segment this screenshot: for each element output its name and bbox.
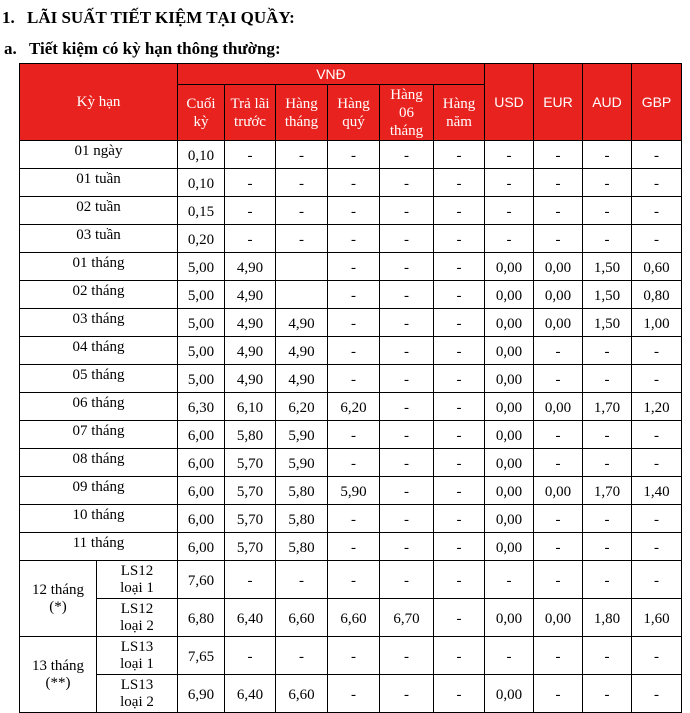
rate-cell: - [328,197,380,225]
rate-cell: 0,15 [178,197,225,225]
rate-cell: 0,00 [485,675,534,713]
header-vnd-col-label: Hàng 06 tháng [389,86,424,139]
rate-cell: 5,70 [225,477,276,505]
rate-cell: - [225,197,276,225]
rate-cell: - [534,421,583,449]
rate-cell: - [534,449,583,477]
rate-cell: - [380,281,434,309]
header-vnd-col [380,85,434,141]
rate-cell: - [380,561,434,599]
rate-cell: 6,00 [178,533,225,561]
rate-cell: - [380,225,434,253]
rate-cell: 7,65 [178,637,225,675]
rate-cell: 6,40 [225,675,276,713]
rate-cell: - [583,225,632,253]
rate-cell: - [583,141,632,169]
rate-cell: 5,70 [225,533,276,561]
rate-cell: 0,00 [485,449,534,477]
rate-cell: 0,00 [534,393,583,421]
term-group-note: (**) [45,674,71,691]
rate-cell: - [434,253,485,281]
rate-cell: 4,90 [225,253,276,281]
rate-cell: - [276,197,328,225]
rate-cell: - [328,449,380,477]
rate-cell [276,281,328,309]
rate-cell: 1,50 [583,309,632,337]
rate-cell: - [632,337,682,365]
rate-cell: 5,00 [178,309,225,337]
rate-cell: 0,00 [534,599,583,637]
rate-cell: - [534,505,583,533]
rate-cell: - [534,225,583,253]
rate-cell: 6,60 [276,675,328,713]
rate-cell: 1,50 [583,253,632,281]
rate-cell: 0,20 [178,225,225,253]
rate-cell: 5,80 [225,421,276,449]
table-row [20,225,682,253]
rate-cell: 5,90 [328,477,380,505]
rate-cell: - [328,253,380,281]
rate-cell: - [225,169,276,197]
table-row [20,675,682,713]
rate-cell: 5,90 [276,421,328,449]
term-group-label [20,637,97,713]
rate-cell: - [434,599,485,637]
rate-cell: - [632,225,682,253]
sub-type-label: LS12 loại 1 [97,561,178,599]
rate-cell: - [434,561,485,599]
sub-type-label: LS13 loại 2 [97,675,178,713]
rate-cell: - [380,533,434,561]
rate-cell: 0,00 [485,337,534,365]
rate-cell: - [534,169,583,197]
rate-cell: - [632,197,682,225]
rate-cell: - [380,637,434,675]
rate-cell: - [434,197,485,225]
rate-cell: - [276,141,328,169]
rate-cell: - [380,421,434,449]
subsection-number: a. [4,39,17,58]
rate-cell: - [328,281,380,309]
rate-cell: - [380,309,434,337]
rate-cell: - [434,141,485,169]
table-row [20,505,682,533]
rate-cell: 1,70 [583,477,632,505]
rate-cell: - [328,365,380,393]
rate-cell: - [225,561,276,599]
rate-cell: - [534,197,583,225]
header-gbp: GBP [632,64,682,141]
rate-cell: - [276,225,328,253]
rate-cell: 6,00 [178,505,225,533]
rate-cell: 6,10 [225,393,276,421]
rate-cell: 6,20 [328,393,380,421]
table-row [20,197,682,225]
rate-cell: - [534,675,583,713]
rate-cell: 0,00 [485,421,534,449]
rate-cell: 6,00 [178,477,225,505]
rate-cell: 6,70 [380,599,434,637]
header-vnd-col [434,85,485,141]
rate-cell: - [632,561,682,599]
header-usd: USD [485,64,534,141]
rate-cell: - [485,561,534,599]
rate-cell: - [434,477,485,505]
rate-cell: 1,00 [632,309,682,337]
table-row [20,599,682,637]
rate-cell [276,253,328,281]
rate-cell: - [434,337,485,365]
header-vnd-col [225,85,276,141]
rate-cell: 6,90 [178,675,225,713]
table-row [20,561,682,599]
interest-rate-table [19,63,682,713]
rate-cell: 4,90 [276,337,328,365]
rate-cell: - [328,637,380,675]
section-title: LÃI SUẤT TIẾT KIỆM TẠI QUẦY: [27,8,295,27]
rate-cell: - [534,141,583,169]
rate-cell: - [632,449,682,477]
rate-cell: - [583,337,632,365]
rate-cell: 0,00 [485,365,534,393]
term-group-name: 12 tháng [31,581,85,598]
header-vnd-col-label: Hàng năm [442,95,476,130]
rate-cell: 4,90 [225,309,276,337]
rate-cell: 1,60 [632,599,682,637]
rate-cell: - [380,505,434,533]
header-vnd-group: VNĐ [178,64,485,85]
term-label: 01 ngày [20,141,178,169]
rate-cell: - [583,365,632,393]
header-vnd-col [328,85,380,141]
rate-cell: 5,90 [276,449,328,477]
rate-cell: - [380,393,434,421]
rate-cell: 7,60 [178,561,225,599]
table-row [20,253,682,281]
term-label: 02 tháng [20,281,178,309]
rate-cell: - [434,533,485,561]
table-row [20,141,682,169]
table-row [20,449,682,477]
rate-cell: 6,60 [328,599,380,637]
rate-cell: 6,30 [178,393,225,421]
term-label: 08 tháng [20,449,178,477]
rate-cell: - [328,309,380,337]
rate-cell: - [328,337,380,365]
rate-cell: 0,00 [534,309,583,337]
rate-cell: - [328,169,380,197]
rate-cell: - [434,449,485,477]
table-row [20,337,682,365]
rate-cell: 0,00 [485,253,534,281]
rate-cell: 1,70 [583,393,632,421]
rate-cell: 1,40 [632,477,682,505]
rate-cell: - [534,533,583,561]
rate-cell: 0,00 [485,533,534,561]
rate-cell: 0,00 [485,309,534,337]
table-row [20,533,682,561]
rate-cell: - [328,141,380,169]
table-row [20,281,682,309]
rate-cell: - [583,169,632,197]
rate-cell: 5,00 [178,253,225,281]
rate-cell: - [380,477,434,505]
rate-cell: 5,70 [225,449,276,477]
rate-cell: - [485,141,534,169]
term-group-label [20,561,97,637]
term-label: 11 tháng [20,533,178,561]
rate-cell: - [434,675,485,713]
rate-cell: - [434,505,485,533]
rate-cell: 0,10 [178,141,225,169]
rate-cell: - [534,365,583,393]
term-label: 05 tháng [20,365,178,393]
rate-cell: - [485,225,534,253]
rate-cell: - [583,561,632,599]
rate-cell: - [434,225,485,253]
rate-cell: 6,60 [276,599,328,637]
term-label: 04 tháng [20,337,178,365]
rate-cell: - [328,533,380,561]
rate-cell: - [276,637,328,675]
rate-cell: 5,00 [178,281,225,309]
header-vnd-col-label: Hàng tháng [284,95,319,130]
header-eur: EUR [534,64,583,141]
rate-cell: - [328,675,380,713]
rate-cell: 0,10 [178,169,225,197]
rate-cell: - [328,561,380,599]
rate-cell: - [632,637,682,675]
rate-cell: - [534,637,583,675]
term-label: 02 tuần [20,197,178,225]
rate-cell: 0,00 [534,281,583,309]
rate-cell: - [380,197,434,225]
rate-cell: - [583,533,632,561]
rate-cell: - [276,561,328,599]
header-vnd-col-label: Cuối kỳ [186,95,216,130]
rate-cell: 5,80 [276,477,328,505]
table-row [20,309,682,337]
header-vnd-col [276,85,328,141]
section-number: 1. [2,8,15,27]
header-vnd-col [178,85,225,141]
rate-cell: - [434,365,485,393]
rate-cell: 4,90 [225,365,276,393]
rate-cell: 5,70 [225,505,276,533]
rate-cell: 0,60 [632,253,682,281]
rate-cell: - [434,169,485,197]
rate-cell: 6,40 [225,599,276,637]
rate-cell: 0,00 [534,253,583,281]
header-vnd-col-label: Hàng quý [337,95,370,130]
rate-cell: 0,00 [485,505,534,533]
rate-cell: 0,00 [485,599,534,637]
rate-cell: 6,00 [178,449,225,477]
rate-cell: - [380,449,434,477]
rate-cell: - [583,637,632,675]
rate-cell: - [583,449,632,477]
rate-cell: - [380,141,434,169]
rate-cell: - [534,561,583,599]
rate-cell: - [632,141,682,169]
rate-cell: 0,00 [534,477,583,505]
rate-cell: 5,00 [178,365,225,393]
rate-cell: - [380,365,434,393]
rate-cell: 4,90 [225,281,276,309]
rate-cell: 6,20 [276,393,328,421]
rate-cell: - [328,421,380,449]
sub-type-label: LS12 loại 2 [97,599,178,637]
rate-cell: - [485,169,534,197]
rate-cell: - [434,421,485,449]
rate-cell: - [583,197,632,225]
term-label: 10 tháng [20,505,178,533]
rate-cell: 0,80 [632,281,682,309]
rate-cell: - [328,225,380,253]
table-row [20,365,682,393]
subsection-title: Tiết kiệm có kỳ hạn thông thường: [29,39,281,58]
rate-cell: - [380,253,434,281]
rate-cell: 0,00 [485,281,534,309]
term-label: 06 tháng [20,393,178,421]
rate-cell: - [632,505,682,533]
header-vnd-col-label: Trả lãi trước [230,95,270,130]
rate-cell: - [434,281,485,309]
rate-cell: - [434,393,485,421]
rate-cell: 5,80 [276,533,328,561]
rate-cell: - [328,505,380,533]
rate-cell: - [434,309,485,337]
rate-cell: 6,80 [178,599,225,637]
rate-cell: - [632,169,682,197]
term-label: 01 tuần [20,169,178,197]
sub-type-label: LS13 loại 1 [97,637,178,675]
rate-cell: - [380,337,434,365]
term-label: 07 tháng [20,421,178,449]
rate-cell: 1,50 [583,281,632,309]
rate-cell: 5,80 [276,505,328,533]
rate-cell: 0,00 [485,393,534,421]
term-label: 09 tháng [20,477,178,505]
table-row [20,393,682,421]
rate-cell: - [632,421,682,449]
rate-cell: 5,00 [178,337,225,365]
rate-cell: - [485,197,534,225]
table-row [20,637,682,675]
table-row [20,477,682,505]
term-group-name: 13 tháng [31,657,85,674]
rate-cell: - [380,675,434,713]
rate-cell: - [380,169,434,197]
rate-cell: - [534,337,583,365]
rate-cell: 4,90 [276,365,328,393]
rate-cell: - [632,533,682,561]
rate-cell: - [225,141,276,169]
rate-cell: 1,20 [632,393,682,421]
rate-cell: - [434,637,485,675]
table-row [20,169,682,197]
term-label: 01 tháng [20,253,178,281]
header-aud: AUD [583,64,632,141]
term-group-note: (*) [49,598,67,615]
rate-cell: - [632,365,682,393]
rate-cell: - [583,505,632,533]
rate-cell: - [225,225,276,253]
rate-cell: 4,90 [276,309,328,337]
rate-cell: 0,00 [485,477,534,505]
rate-cell: 6,00 [178,421,225,449]
rate-cell: - [632,675,682,713]
rate-cell: - [583,421,632,449]
rate-cell: - [583,675,632,713]
header-ky-han: Kỳ hạn [20,64,178,141]
rate-cell: 1,80 [583,599,632,637]
rate-cell: - [485,637,534,675]
rate-cell: - [225,637,276,675]
term-label: 03 tuần [20,225,178,253]
table-row [20,421,682,449]
rate-cell: - [276,169,328,197]
rate-cell: 4,90 [225,337,276,365]
term-label: 03 tháng [20,309,178,337]
